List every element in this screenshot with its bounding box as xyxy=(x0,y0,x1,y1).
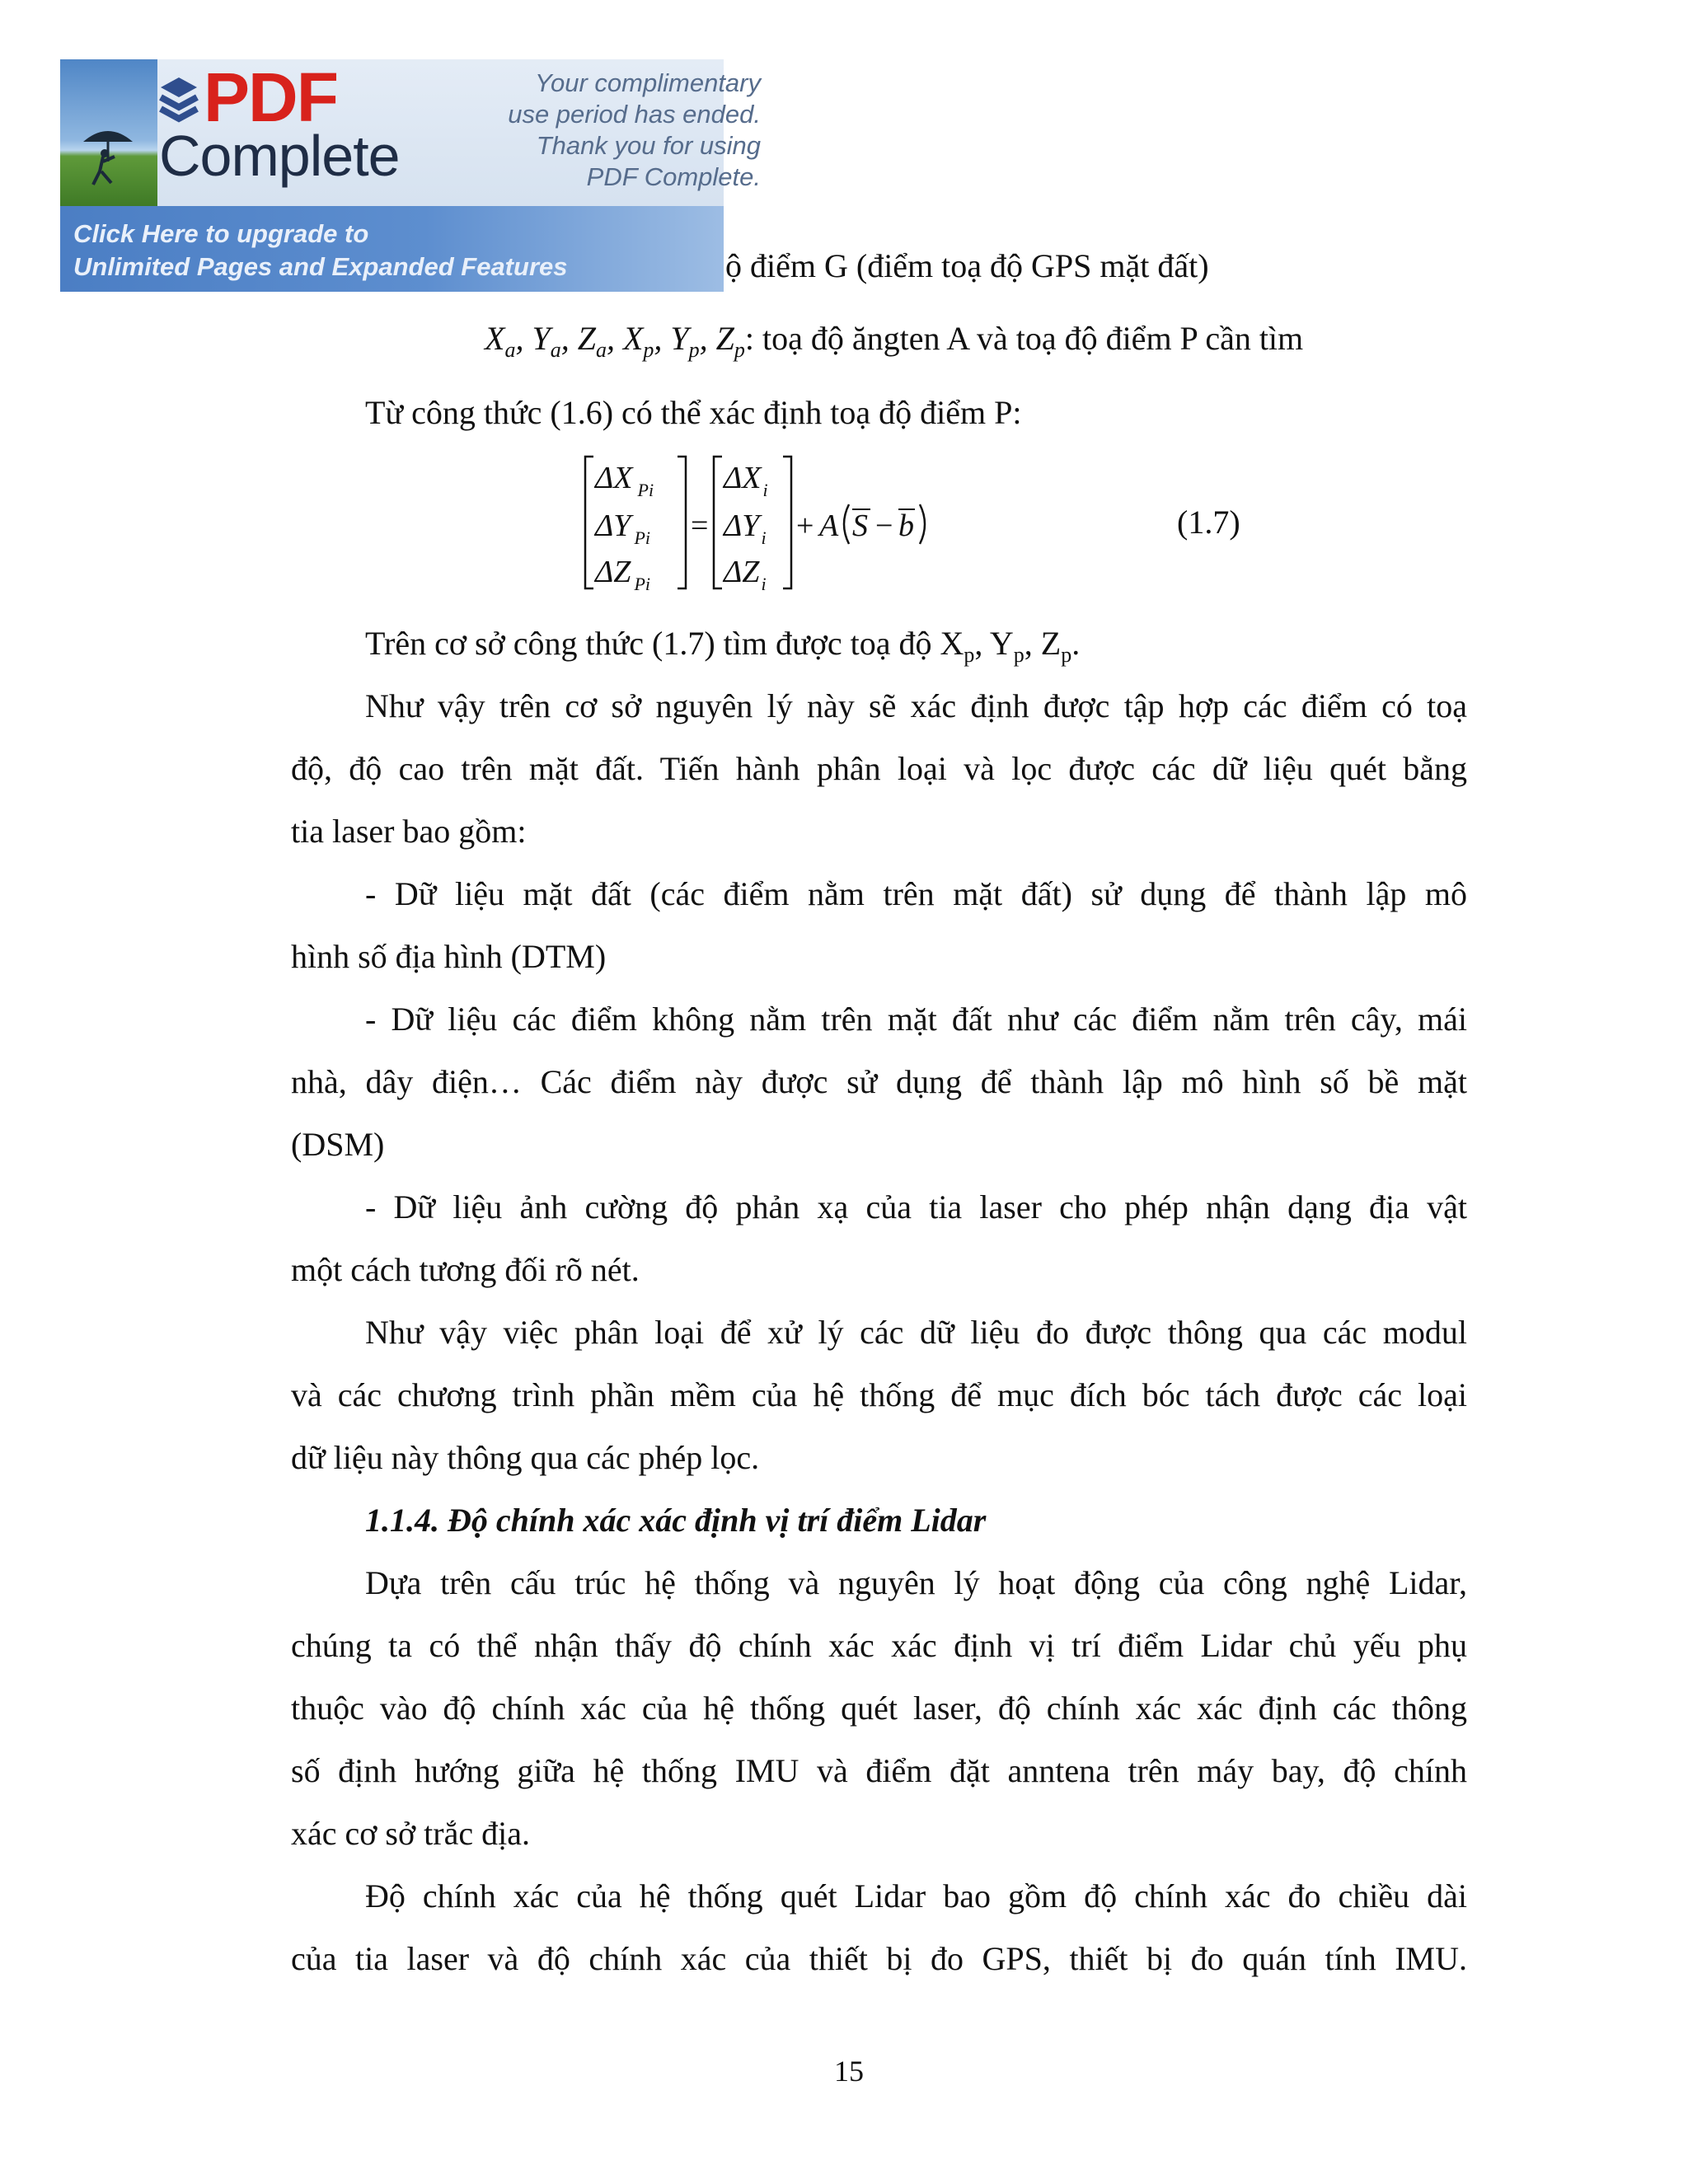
text-line: một cách tương đối rõ nét. xyxy=(291,1251,640,1288)
text-line: - Dữ liệu các điểm không nằm trên mặt đất như các điểm nằm trên cây, mái xyxy=(365,1001,1467,1038)
promo-line: Your complimentary xyxy=(535,68,761,97)
svg-text:ΔXPi: ΔX $_{Pi}$ xyxy=(595,461,654,500)
equation-1-7 xyxy=(577,452,940,593)
banner-top xyxy=(60,59,761,206)
svg-text:−: − xyxy=(875,509,893,543)
upgrade-link[interactable] xyxy=(60,206,724,292)
promo-line: Thank you for using xyxy=(536,131,761,160)
text-line: chúng ta có thể nhận thấy độ chính xác xác định vị trí điểm Lidar chủ yếu phụ xyxy=(291,1627,1467,1664)
umbrella-man-photo xyxy=(60,59,157,206)
text-line: xác cơ sở trắc địa. xyxy=(291,1815,530,1852)
text-line: thuộc vào độ chính xác của hệ thống quét laser, độ chính xác xác định các thông xyxy=(291,1690,1467,1727)
text-line: Từ công thức (1.6) có thể xác định toạ độ điểm P: xyxy=(365,394,1022,431)
text-line: của tia laser và độ chính xác của thiết bị đo GPS, thiết bị đo quán tính IMU. xyxy=(291,1940,1467,1977)
svg-text:S: S xyxy=(852,509,868,543)
pdf-complete-logo-icon xyxy=(154,69,204,129)
definition-text: : toạ độ ăngten A và toạ độ điểm P cần tìm xyxy=(744,320,1304,357)
brand-pdf: PDF xyxy=(204,59,337,136)
text-line: hình số địa hình (DTM) xyxy=(291,938,607,975)
text-line: Như vậy việc phân loại để xử lý các dữ liệu đo được thông qua các modul xyxy=(365,1314,1467,1351)
svg-text:A: A xyxy=(819,509,839,543)
text-line: tia laser bao gồm: xyxy=(291,813,527,850)
text-line: - Dữ liệu ảnh cường độ phản xạ của tia laser cho phép nhận dạng địa vật xyxy=(365,1188,1467,1226)
svg-text:ΔZPi: ΔZ $_{Pi}$ xyxy=(595,555,650,594)
upgrade-banner[interactable] xyxy=(60,59,761,292)
text-line: và các chương trình phần mềm của hệ thống để mục đích bóc tách được các loại xyxy=(291,1376,1467,1413)
section-heading: 1.1.4. Độ chính xác xác định vị trí điểm Lidar xyxy=(365,1502,987,1539)
equation-label: (1.7) xyxy=(1177,504,1240,541)
math-symbols: $X_a$, $Y_a$, $Z_a$, $X_p$, $Y_p$, $Z_p$ xyxy=(485,320,745,362)
svg-text:ΔYi: $\Delta Y_i$ xyxy=(724,509,767,548)
upgrade-line[interactable]: Unlimited Pages and Expanded Features xyxy=(73,252,568,281)
svg-text:+: + xyxy=(796,509,814,543)
upgrade-line[interactable]: Click Here to upgrade to xyxy=(73,219,369,248)
text-line: dữ liệu này thông qua các phép lọc. xyxy=(291,1439,760,1476)
text-prefix: Trên cơ sở công thức (1.7) tìm được toạ độ X xyxy=(365,625,964,662)
svg-text:b: b xyxy=(898,509,914,543)
text-line: Trên cơ sở công thức (1.7) tìm được toạ độ $X_p$, $Y_p$, $Z_p$. xyxy=(365,625,1081,667)
promo-line: PDF Complete. xyxy=(586,162,761,191)
promo-text xyxy=(406,68,761,193)
text-line: nhà, dây điện… Các điểm này được sử dụng để thành lập mô hình số bề mặt xyxy=(291,1063,1467,1100)
svg-text:ΔXi: $\Delta X_i$ xyxy=(724,461,768,500)
text-line: Như vậy trên cơ sở nguyên lý này sẽ xác định được tập hợp các điểm có toạ xyxy=(365,687,1467,724)
coordinate-definition xyxy=(485,318,1467,371)
brand-complete: Complete xyxy=(159,124,400,188)
text-line: ộ điểm G (điểm toạ độ GPS mặt đất) xyxy=(725,247,1209,284)
text-line: độ, độ cao trên mặt đất. Tiến hành phân loại và lọc được các dữ liệu quét bằng xyxy=(291,750,1467,787)
svg-text:ΔZi: $\Delta Z_i$ xyxy=(724,555,767,594)
text-line: số định hướng giữa hệ thống IMU và điểm đặt anntena trên máy bay, độ chính xyxy=(291,1752,1467,1789)
text-line: (DSM) xyxy=(291,1126,385,1163)
text-line: Dựa trên cấu trúc hệ thống và nguyên lý hoạt động của công nghệ Lidar, xyxy=(365,1564,1467,1601)
text-line: - Dữ liệu mặt đất (các điểm nằm trên mặt đất) sử dụng để thành lập mô xyxy=(365,875,1467,912)
text-line: Độ chính xác của hệ thống quét Lidar bao gồm độ chính xác đo chiều dài xyxy=(365,1877,1467,1915)
promo-line: use period has ended. xyxy=(508,100,761,129)
svg-text:ΔYPi: ΔY $_{Pi}$ xyxy=(595,509,650,548)
page-number: 15 xyxy=(834,2055,864,2088)
svg-text:=: = xyxy=(691,509,709,543)
